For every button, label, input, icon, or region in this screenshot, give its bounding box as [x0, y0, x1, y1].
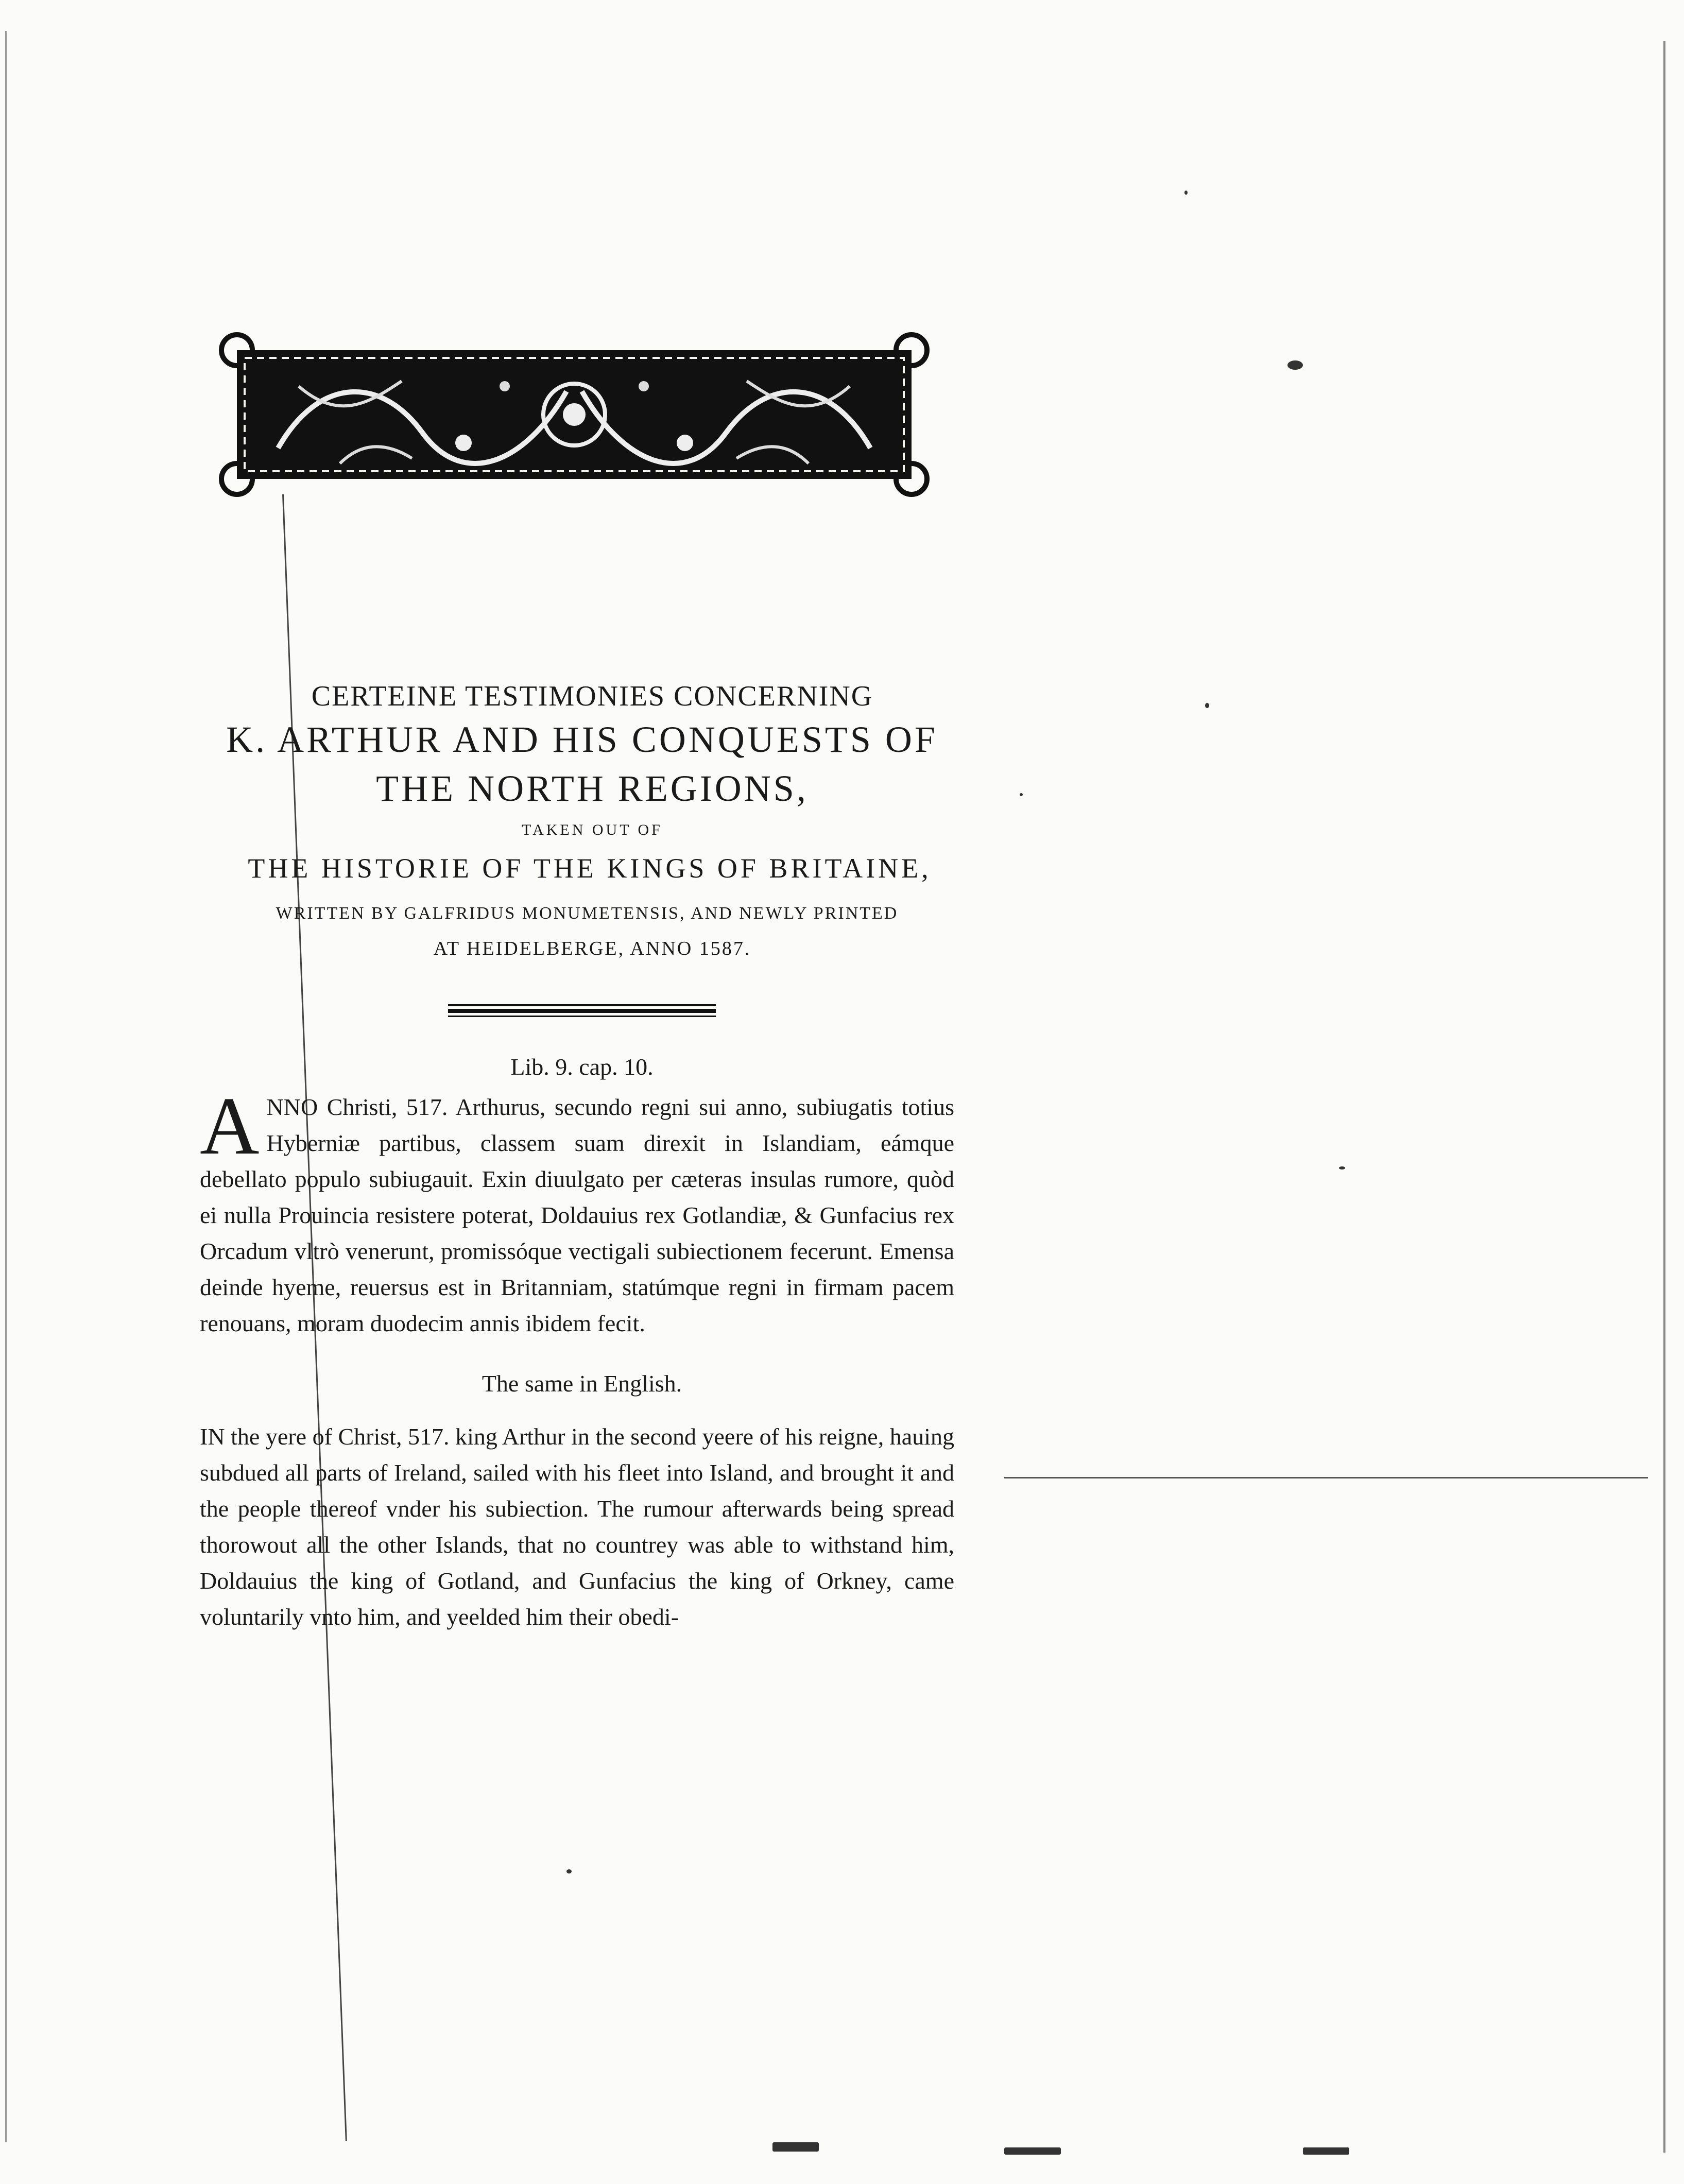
ornamental-headpiece [216, 330, 932, 500]
subtitle-taken-out-of: TAKEN OUT OF [522, 821, 663, 838]
latin-text: NNO Christi, 517. Arthurus, secundo regni sui anno, subiugatis totius Hyberniæ partibus, classem suam direxit in Islandiam, eámque debellato populo subiugauit. Exin diuulgato per cæteras insulas rumore, quòd ei nulla Prouincia resistere poterat, Doldauius rex Gotlandiæ, & Gunfacius rex Orcadum vltrò venerunt, promissóque vectigali subiectionem fecerunt. Emensa deinde hyeme, reuersus est in Britanniam, statúmque regni in firmam pacem renouans, moram duodecim annis ibidem fecit. [200, 1094, 954, 1336]
scan-streak [5, 31, 7, 2142]
scan-speck [1205, 703, 1209, 708]
english-text: IN the yere of Christ, 517. king Arthur in the second yeere of his reigne, hauing subdued all parts of Ireland, sailed with his fleet into Island, and brought it and the people thereof vnder his subiection. The rumour afterwards being spread thorowout all the other Islands, that no countrey was able to withstand him, Doldauius the king of Gotland, and Gunfacius the king of Orkney, came voluntarily vnto him, and yeelded him their obedi- [200, 1423, 954, 1630]
scan-speck [1339, 1166, 1345, 1170]
scan-streak [1663, 41, 1665, 2153]
scan-speck [1184, 191, 1188, 195]
scan-speck [1004, 2147, 1061, 2155]
double-rule [448, 1004, 716, 1018]
scan-speck [1020, 793, 1023, 796]
english-heading: The same in English. [482, 1370, 682, 1397]
subtitle-author: WRITTEN BY GALFRIDUS MONUMETENSIS, AND NEWLY PRINTED [276, 904, 899, 923]
latin-paragraph [200, 1080, 954, 1378]
scan-rule [1004, 1477, 1648, 1478]
scan-speck [1287, 360, 1303, 370]
scan-speck [566, 1869, 572, 1873]
title-line-3: THE NORTH REGIONS, [376, 768, 809, 809]
title-line-1: CERTEINE TESTIMONIES CONCERNING [311, 680, 873, 712]
subtitle-source: THE HISTORIE OF THE KINGS OF BRITAINE, [248, 853, 932, 884]
subtitle-imprint: AT HEIDELBERGE, ANNO 1587. [433, 938, 751, 959]
drop-cap: A [200, 1080, 260, 1172]
title-line-2: K. ARTHUR AND HIS CONQUESTS OF [226, 719, 938, 760]
section-reference: Lib. 9. cap. 10. [510, 1054, 654, 1080]
scan-speck [772, 2142, 819, 2152]
scan-speck [1303, 2147, 1349, 2155]
english-paragraph [200, 1419, 954, 1656]
